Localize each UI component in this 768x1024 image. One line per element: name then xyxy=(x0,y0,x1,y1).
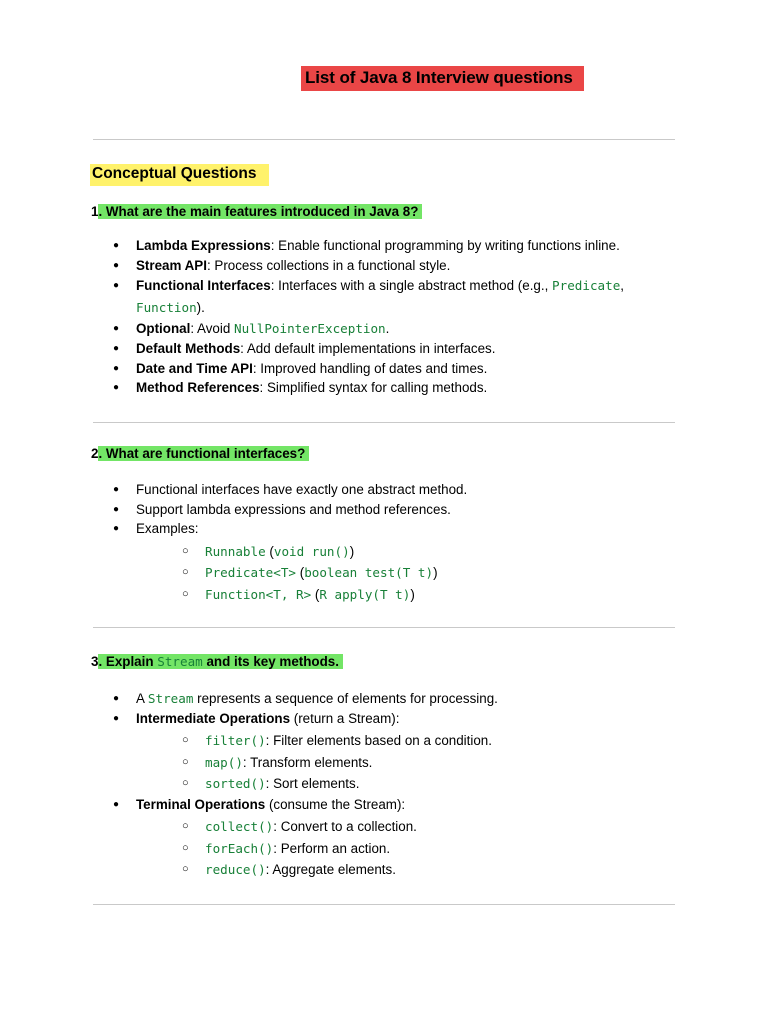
divider xyxy=(93,627,675,628)
list-item: ● A Stream represents a sequence of elements for processing. xyxy=(112,689,652,709)
sub-list-item: ○ Runnable (void run()) xyxy=(160,541,652,563)
question-1-heading xyxy=(91,202,422,221)
question-3-heading xyxy=(91,652,343,671)
question-1-answer-list xyxy=(112,236,652,398)
sub-list-item: ○ filter(): Filter elements based on a condition. xyxy=(160,730,652,752)
list-item: ● Stream API: Process collections in a functional style. xyxy=(112,256,652,276)
list-item: ● Lambda Expressions: Enable functional programming by writing functions inline. xyxy=(112,236,652,256)
terminal-ops-sublist xyxy=(136,816,652,881)
question-2-heading xyxy=(91,444,309,463)
document-title-highlight xyxy=(301,66,584,91)
list-item: ● Functional interfaces have exactly one abstract method. xyxy=(112,480,652,500)
sub-list-item: ○ Function<T, R> (R apply(T t)) xyxy=(160,584,652,606)
question-2-answer-list xyxy=(112,480,652,605)
divider xyxy=(93,904,675,905)
divider xyxy=(93,139,675,140)
section-heading: Conceptual Questions xyxy=(92,165,257,182)
document-title: List of Java 8 Interview questions xyxy=(305,68,573,87)
list-item: ● Method References: Simplified syntax for calling methods. xyxy=(112,378,652,398)
list-item: ● Optional: Avoid NullPointerException. xyxy=(112,318,652,339)
question-number: 1 xyxy=(91,204,99,219)
sub-list-item: ○ map(): Transform elements. xyxy=(160,752,652,774)
intermediate-ops-sublist xyxy=(136,730,652,795)
list-item: ● Examples: ○ Runnable (void run()) ○ Predicate<T> (boolean test(T t)) ○ Function<T, R> (R apply(T t)) xyxy=(112,519,652,605)
sub-list-item: ○ reduce(): Aggregate elements. xyxy=(160,859,652,881)
list-item: ● Date and Time API: Improved handling of dates and times. xyxy=(112,359,652,379)
question-3-answer-list xyxy=(112,689,652,881)
sub-list-item: ○ sorted(): Sort elements. xyxy=(160,773,652,795)
divider xyxy=(93,422,675,423)
examples-sublist xyxy=(136,541,652,606)
list-item: ● Functional Interfaces: Interfaces with a single abstract method (e.g., Predicate, Function). xyxy=(112,275,652,318)
list-item: ● Default Methods: Add default implementations in interfaces. xyxy=(112,339,652,359)
question-text: . What are functional interfaces? xyxy=(98,446,309,461)
list-item: ● Support lambda expressions and method references. xyxy=(112,500,652,520)
list-item: ● Intermediate Operations (return a Stream): ○ filter(): Filter elements based on a condition. ○ map(): Transform elements. ○ sorted(): Sort elements. xyxy=(112,709,652,795)
question-text: . Explain Stream and its key methods. xyxy=(98,654,342,669)
sub-list-item: ○ forEach(): Perform an action. xyxy=(160,838,652,860)
question-number: 2 xyxy=(91,446,99,461)
sub-list-item: ○ collect(): Convert to a collection. xyxy=(160,816,652,838)
list-item: ● Terminal Operations (consume the Stream): ○ collect(): Convert to a collection. ○ forEach(): Perform an action. ○ reduce(): Aggregate elements. xyxy=(112,795,652,881)
question-text: . What are the main features introduced in Java 8? xyxy=(98,204,422,219)
sub-list-item: ○ Predicate<T> (boolean test(T t)) xyxy=(160,562,652,584)
section-heading-highlight xyxy=(90,164,269,186)
question-number: 3 xyxy=(91,654,99,669)
